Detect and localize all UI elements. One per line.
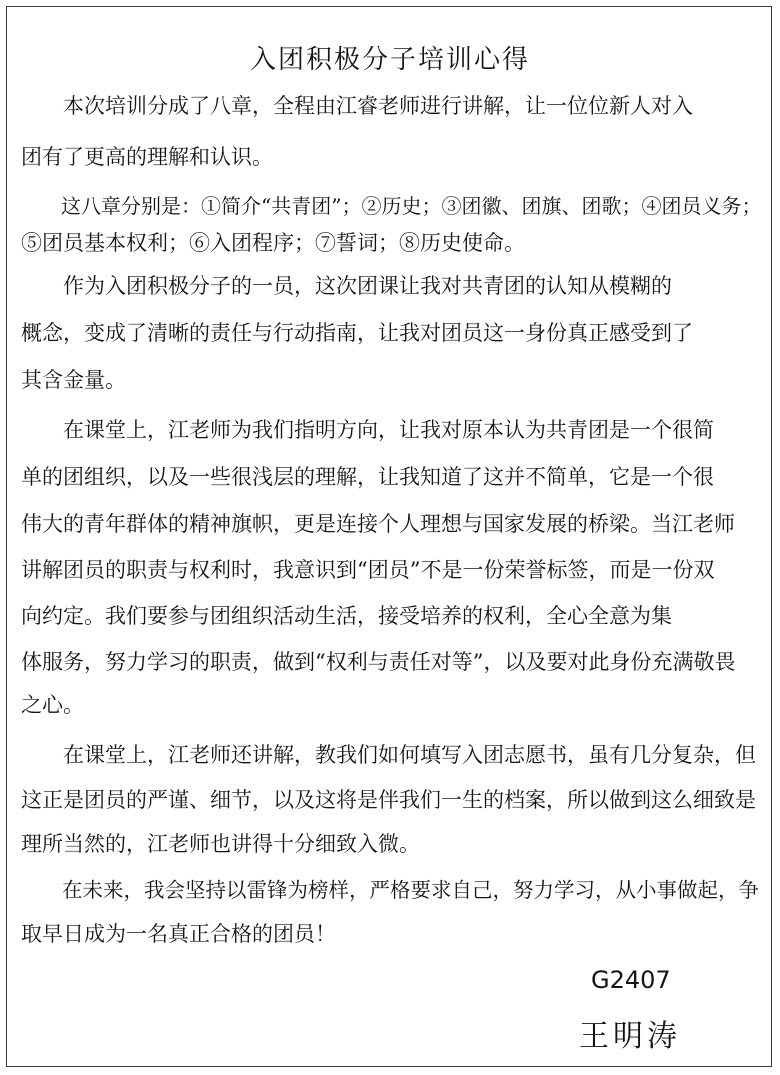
- text-line: 单的团组织，以及一些很浅层的理解，让我知道了这并不简单，它是一个很: [21, 465, 714, 489]
- text-line: 在课堂上，江老师还讲解，教我们如何填写入团志愿书，虽有几分复杂，但: [21, 743, 756, 767]
- text-line: 本次培训分成了八章，全程由江睿老师进行讲解，让一位位新人对入: [21, 94, 693, 118]
- text-line: 体服务，努力学习的职责，做到“权利与责任对等”，以及要对此身份充满敬畏: [21, 650, 736, 674]
- text-line: 取早日成为一名真正合格的团员！: [21, 922, 336, 946]
- text-line: ⑤团员基本权利；⑥入团程序；⑦誓词；⑧历史使命。: [21, 231, 525, 255]
- text-line: 概念，变成了清晰的责任与行动指南，让我对团员这一身份真正感受到了: [21, 321, 693, 345]
- text-line: 团有了更高的理解和认识。: [21, 145, 273, 169]
- text-line: 在未来，我会坚持以雷锋为榜样，严格要求自己，努力学习，从小事做起，争: [21, 878, 759, 902]
- text-line: 讲解团员的职责与权利时，我意识到“团员”不是一份荣誉标签，而是一份双: [21, 558, 715, 582]
- document-title: 入团积极分子培训心得: [249, 45, 530, 75]
- text-line: 在课堂上，江老师为我们指明方向，让我对原本认为共青团是一个很简: [21, 418, 714, 442]
- text-line: 这正是团员的严谨、细节，以及这将是伴我们一生的档案，所以做到这么细致是: [21, 788, 756, 812]
- text-line: 这八章分别是：①简介“共青团”；②历史；③团徽、团旗、团歌；④团员义务；: [21, 194, 761, 218]
- text-line: 理所当然的，江老师也讲得十分细致入微。: [21, 832, 420, 856]
- text-line: 伟大的青年群体的精神旗帜，更是连接个人理想与国家发展的桥梁。当江老师: [21, 512, 735, 536]
- signature-class-code: G2407: [591, 966, 671, 994]
- document-page: [6, 6, 772, 1067]
- text-line: 作为入团积极分子的一员，这次团课让我对共青团的认知从模糊的: [21, 274, 672, 298]
- text-line: 之心。: [21, 693, 84, 717]
- text-line: 其含金量。: [21, 368, 126, 392]
- text-line: 向约定。我们要参与团组织活动生活，接受培养的权利，全心全意为集: [21, 604, 672, 628]
- signature-name: 王明涛: [579, 1019, 681, 1054]
